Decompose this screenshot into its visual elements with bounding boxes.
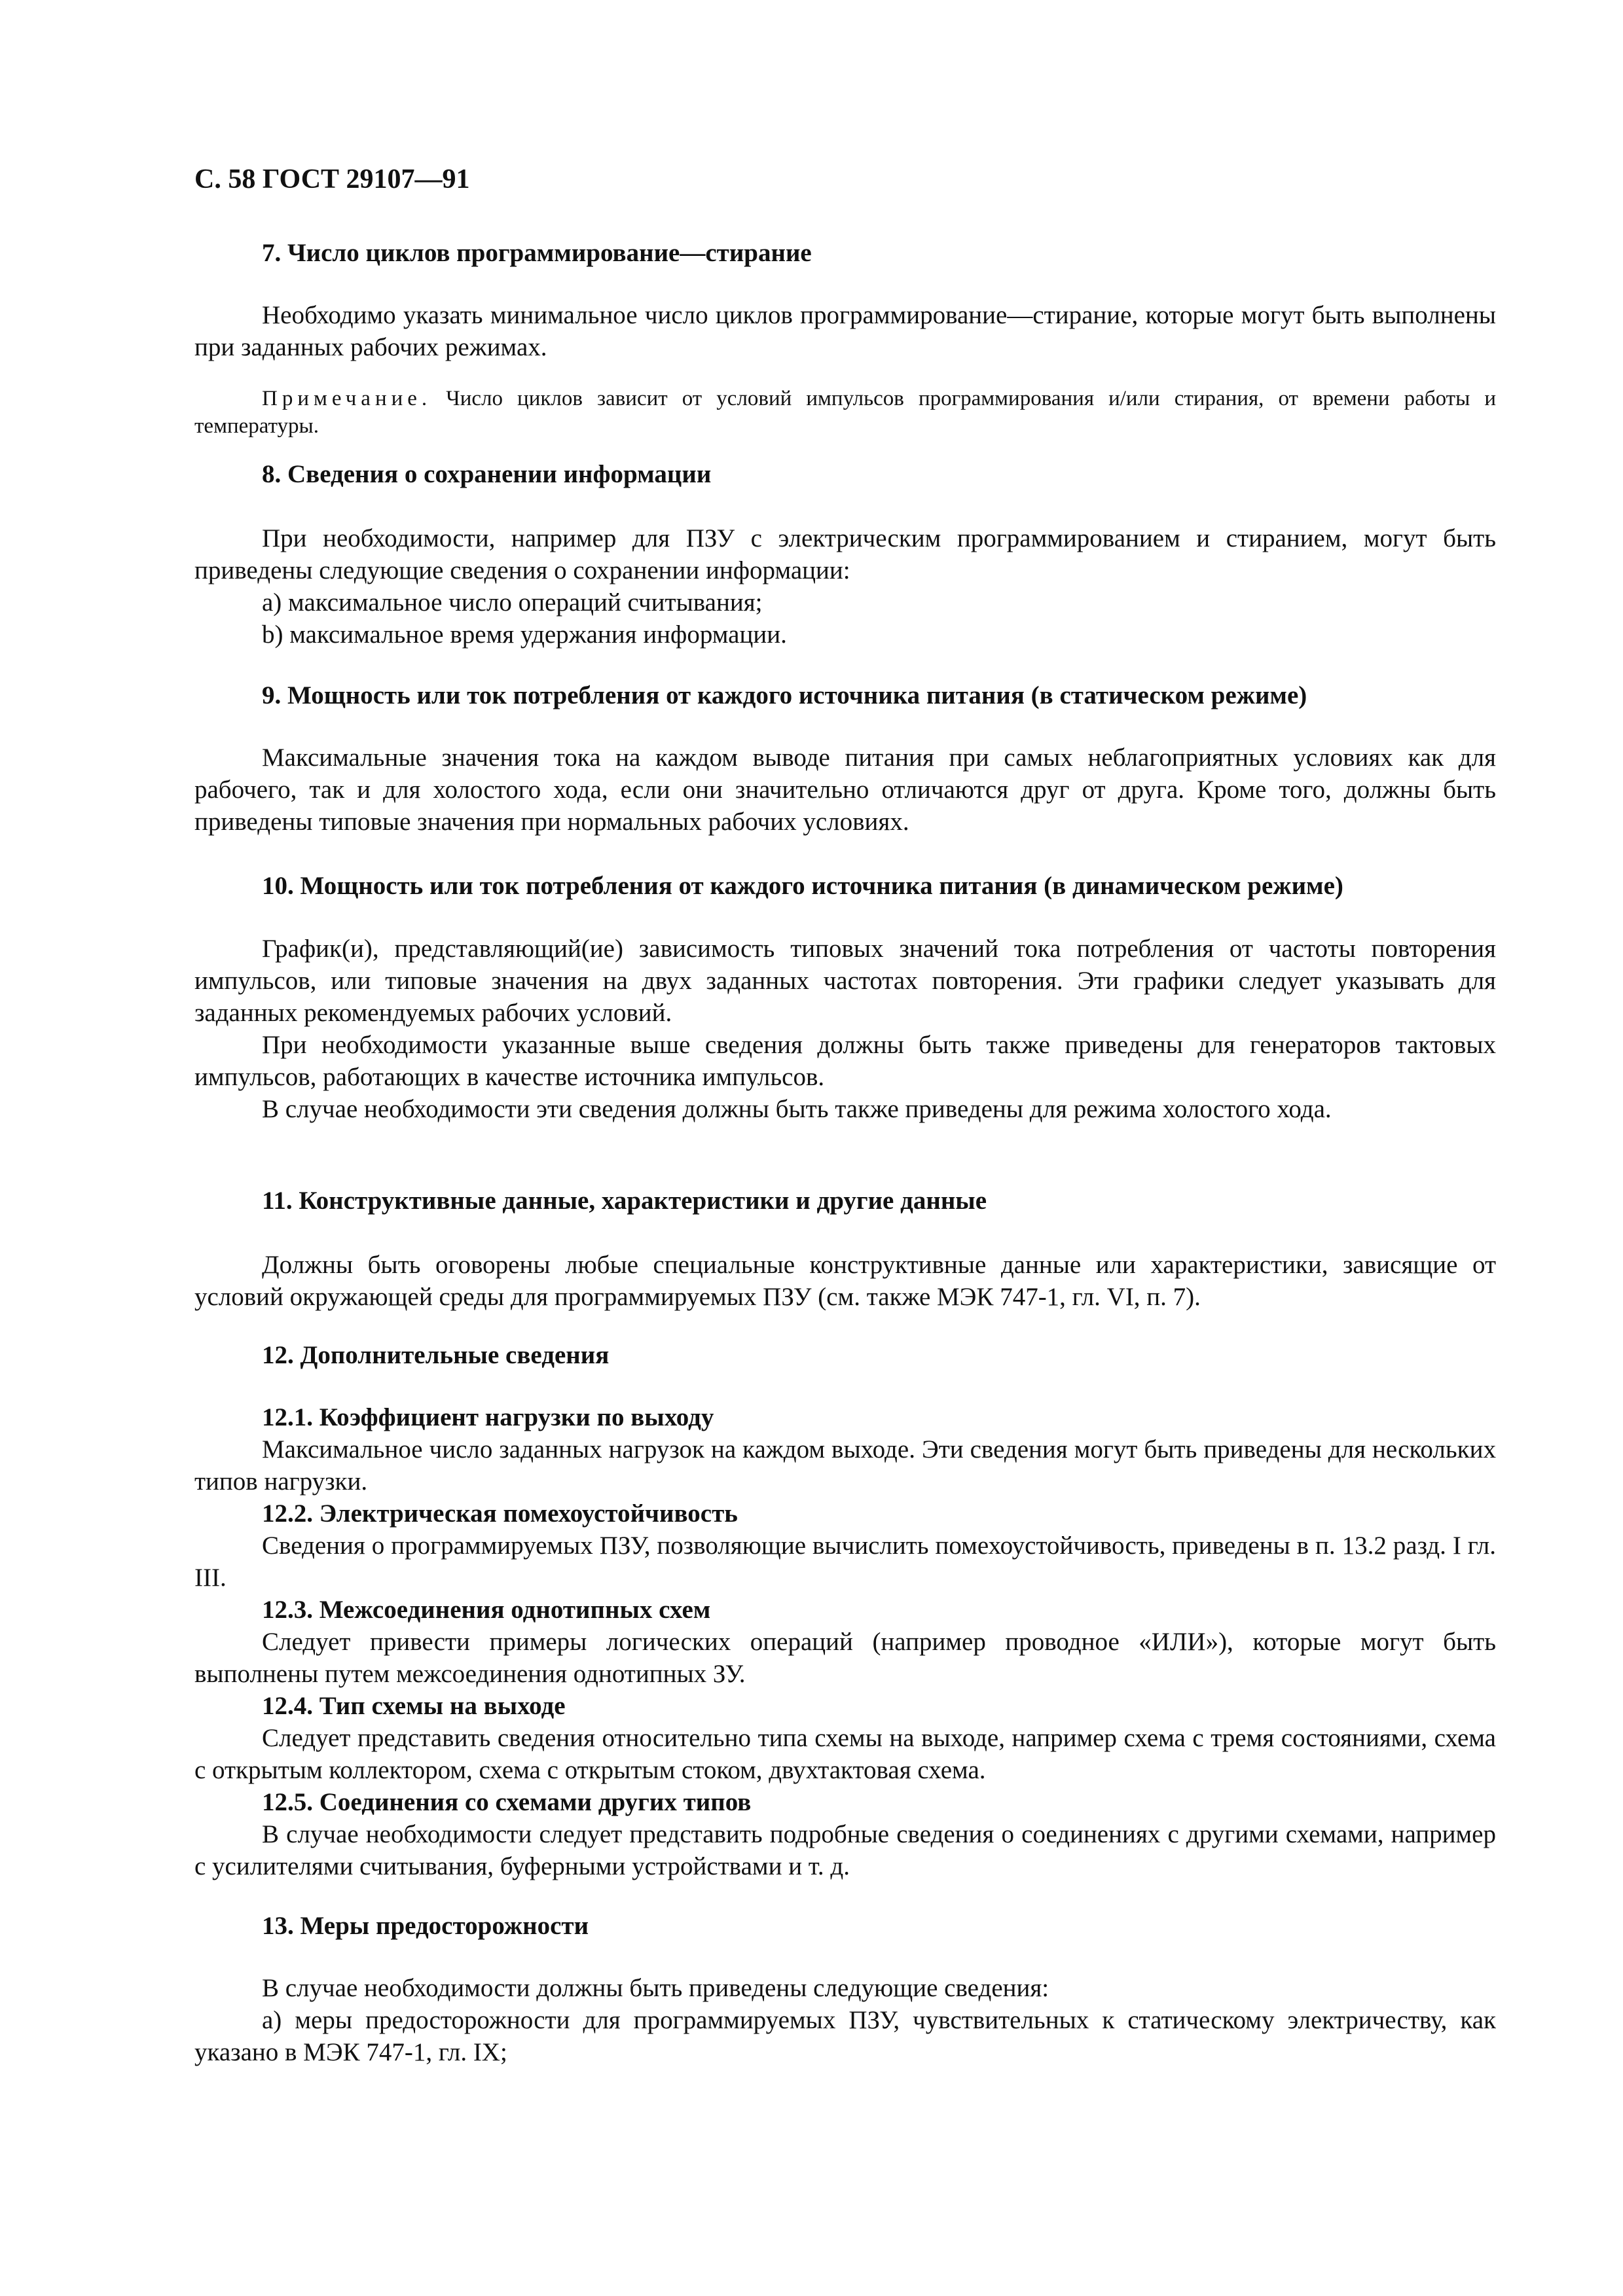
section-12-5-paragraph: В случае необходимости следует представить подробные сведения о соединениях с другими схемами, например с усилителями считывания, буферными устройствами и т. д. [194,1820,1496,1880]
section-12-3-title: 12.3. Межсоединения однотипных схем [262,1596,711,1624]
section-8-item-a: а) максимальное число операций считывания; [262,588,763,617]
section-12-5-title: 12.5. Соединения со схемами других типов [262,1788,752,1816]
section-9-paragraph: Максимальные значения тока на каждом выводе питания при самых неблагоприятных условиях как для рабочего, так и для холостого хода, если они значительно отличаются друг от друга. Кроме того, должны быть приведены типовые значения при нормальных рабочих условиях. [194,744,1496,836]
section-12-4-paragraph: Следует представить сведения относительно типа схемы на выходе, например схема с тремя состояниями, схема с открытым коллектором, схема с открытым стоком, двухтактовая схема. [194,1724,1496,1784]
section-9-title: 9. Мощность или ток потребления от каждого источника питания (в статическом режиме) [262,681,1307,709]
section-7-paragraph: Необходимо указать минимальное число циклов программирование—стирание, которые могут быть выполнены при заданных рабочих режимах. [194,301,1496,361]
section-7-note [194,385,1496,440]
section-11-title: 11. Конструктивные данные, характеристики и другие данные [262,1187,987,1215]
section-10-paragraph-3: В случае необходимости эти сведения должны быть также приведены для режима холостого хода. [262,1095,1332,1123]
section-8-paragraph: При необходимости, например для ПЗУ с электрическим программированием и стиранием, могут быть приведены следующие сведения о сохранении информации: [194,524,1496,584]
section-12-1-title: 12.1. Коэффициент нагрузки по выходу [262,1403,714,1431]
section-12-2-title: 12.2. Электрическая помехоустойчивость [262,1499,738,1528]
section-8-title: 8. Сведения о сохранении информации [262,460,712,488]
section-10-title: 10. Мощность или ток потребления от каждого источника питания (в динамическом режиме) [262,872,1343,900]
section-8-item-b: b) максимальное время удержания информации. [262,620,787,649]
section-12-1-paragraph: Максимальное число заданных нагрузок на каждом выходе. Эти сведения могут быть приведены для нескольких типов нагрузки. [194,1435,1496,1496]
section-10-paragraph-2: При необходимости указанные выше сведения должны быть также приведены для генераторов тактовых импульсов, работающих в качестве источника импульсов. [194,1031,1496,1091]
section-13-title: 13. Меры предосторожности [262,1912,589,1940]
section-11-paragraph: Должны быть оговорены любые специальные конструктивные данные или характеристики, зависящие от условий окружающей среды для программируемых ПЗУ (см. также МЭК 747-1, гл. VI, п. 7). [194,1251,1496,1311]
section-7-title: 7. Число циклов программирование—стирание [262,239,812,267]
section-13-paragraph: В случае необходимости должны быть приведены следующие сведения: [262,1974,1049,2002]
section-12-4-title: 12.4. Тип схемы на выходе [262,1692,566,1720]
section-10-paragraph-1: График(и), представляющий(ие) зависимость типовых значений тока потребления от частоты повторения импульсов, или типовые значения на двух заданных частотах повторения. Эти графики следует указывать для заданных рекомендуемых рабочих условий. [194,935,1496,1027]
section-12-3-paragraph: Следует привести примеры логических операций (например проводное «ИЛИ»), которые могут быть выполнены путем межсоединения однотипных ЗУ. [194,1628,1496,1688]
note-label: Примечание. [262,387,432,410]
section-12-2-paragraph: Сведения о программируемых ПЗУ, позволяющие вычислить помехоустойчивость, приведены в п. 13.2 разд. I гл. III. [194,1532,1496,1592]
section-12-title: 12. Дополнительные сведения [262,1341,610,1369]
note-text: Число циклов зависит от условий импульсов программирования и/или стирания, от времени работы и температуры. [194,387,1497,438]
section-13-item-a: а) меры предосторожности для программируемых ПЗУ, чувствительных к статическому электричеству, как указано в МЭК 747-1, гл. IX; [194,2006,1496,2066]
page-header: С. 58 ГОСТ 29107—91 [194,164,470,194]
